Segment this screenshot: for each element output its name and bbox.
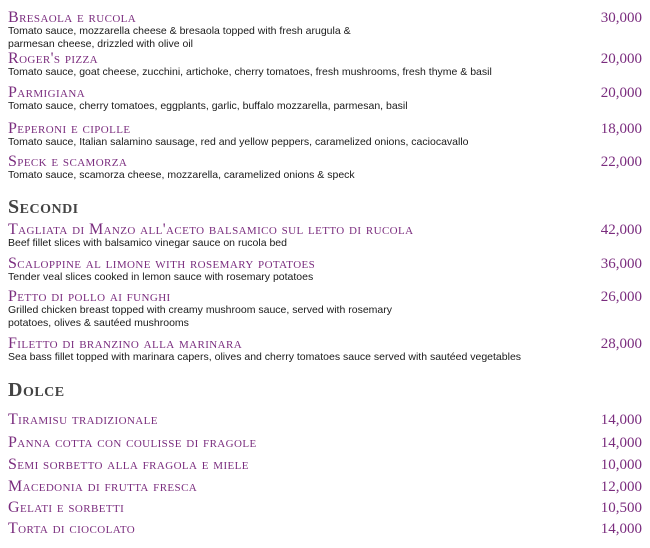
dish-name: Parmigiana <box>8 84 86 101</box>
dish-price: 36,000 <box>600 256 642 272</box>
menu-item <box>8 50 642 80</box>
dish-name: Torta di ciocolato <box>8 520 136 537</box>
dish-price: 18,000 <box>600 121 642 137</box>
dish-price: 20,000 <box>600 51 642 67</box>
menu-item <box>8 335 642 365</box>
menu-item <box>8 9 642 49</box>
dish-price: 42,000 <box>600 222 642 238</box>
dish-price: 10,000 <box>600 457 642 473</box>
menu-item <box>8 255 642 285</box>
menu-item <box>8 288 642 332</box>
dish-price: 30,000 <box>600 10 642 26</box>
dish-name: Semi sorbetto alla fragola e miele <box>8 456 249 473</box>
dish-price: 22,000 <box>600 154 642 170</box>
dish-description: Grilled chicken breast topped with creamy mushroom sauce, served with rosemary potatoes, olives & sautéed mushrooms <box>8 304 392 329</box>
dish-description: Tomato sauce, Italian salamino sausage, red and yellow peppers, caramelized onions, caciocavallo <box>8 136 469 148</box>
dish-description: Sea bass fillet topped with marinara capers, olives and cherry tomatoes sauce served with sautéed vegetables <box>8 351 522 363</box>
dish-name: Petto di pollo ai funghi <box>8 288 171 305</box>
dish-description: Tomato sauce, mozzarella cheese & bresaola topped with fresh arugula & parmesan cheese, drizzled with olive oil <box>8 25 351 50</box>
dish-name: Speck e scamorza <box>8 153 128 170</box>
dish-name: Gelati e sorbetti <box>8 499 125 516</box>
dish-description: Tomato sauce, scamorza cheese, mozzarella, caramelized onions & speck <box>8 169 355 181</box>
dish-price: 12,000 <box>600 479 642 495</box>
section-title-dolce: Dolce <box>8 379 65 401</box>
menu-item <box>8 434 642 454</box>
dish-description: Tender veal slices cooked in lemon sauce with rosemary potatoes <box>8 271 314 283</box>
dish-name: Macedonia di frutta fresca <box>8 478 198 495</box>
section-title-secondi: Secondi <box>8 196 79 218</box>
dish-price: 14,000 <box>600 435 642 451</box>
dish-price: 10,500 <box>600 500 642 516</box>
dish-description: Tomato sauce, goat cheese, zucchini, artichoke, cherry tomatoes, fresh mushrooms, fresh thyme & basil <box>8 66 492 78</box>
dish-name: Roger's pizza <box>8 50 98 67</box>
menu-item <box>8 456 642 476</box>
dish-price: 28,000 <box>600 336 642 352</box>
menu-item <box>8 153 642 183</box>
dish-name: Bresaola e rucola <box>8 9 137 26</box>
dish-price: 14,000 <box>600 412 642 428</box>
dish-name: Tiramisu tradizionale <box>8 411 158 428</box>
dish-name: Filetto di branzino alla marinara <box>8 335 243 352</box>
dish-price: 26,000 <box>600 289 642 305</box>
dish-price: 14,000 <box>600 521 642 537</box>
menu-item <box>8 84 642 114</box>
dish-description: Beef fillet slices with balsamico vinegar sauce on rucola bed <box>8 237 287 249</box>
menu-item <box>8 221 642 251</box>
menu-item <box>8 499 642 519</box>
dish-name: Panna cotta con coulisse di fragole <box>8 434 257 451</box>
dish-name: Tagliata di Manzo all'aceto balsamico sul letto di rucola <box>8 221 414 238</box>
dish-name: Scaloppine al limone with rosemary potatoes <box>8 255 316 272</box>
dish-description: Tomato sauce, cherry tomatoes, eggplants, garlic, buffalo mozzarella, parmesan, basil <box>8 100 408 112</box>
menu-item <box>8 520 642 540</box>
dish-price: 20,000 <box>600 85 642 101</box>
dish-name: Peperoni e cipolle <box>8 120 131 137</box>
menu-item <box>8 411 642 431</box>
menu-item <box>8 478 642 498</box>
menu-item <box>8 120 642 150</box>
